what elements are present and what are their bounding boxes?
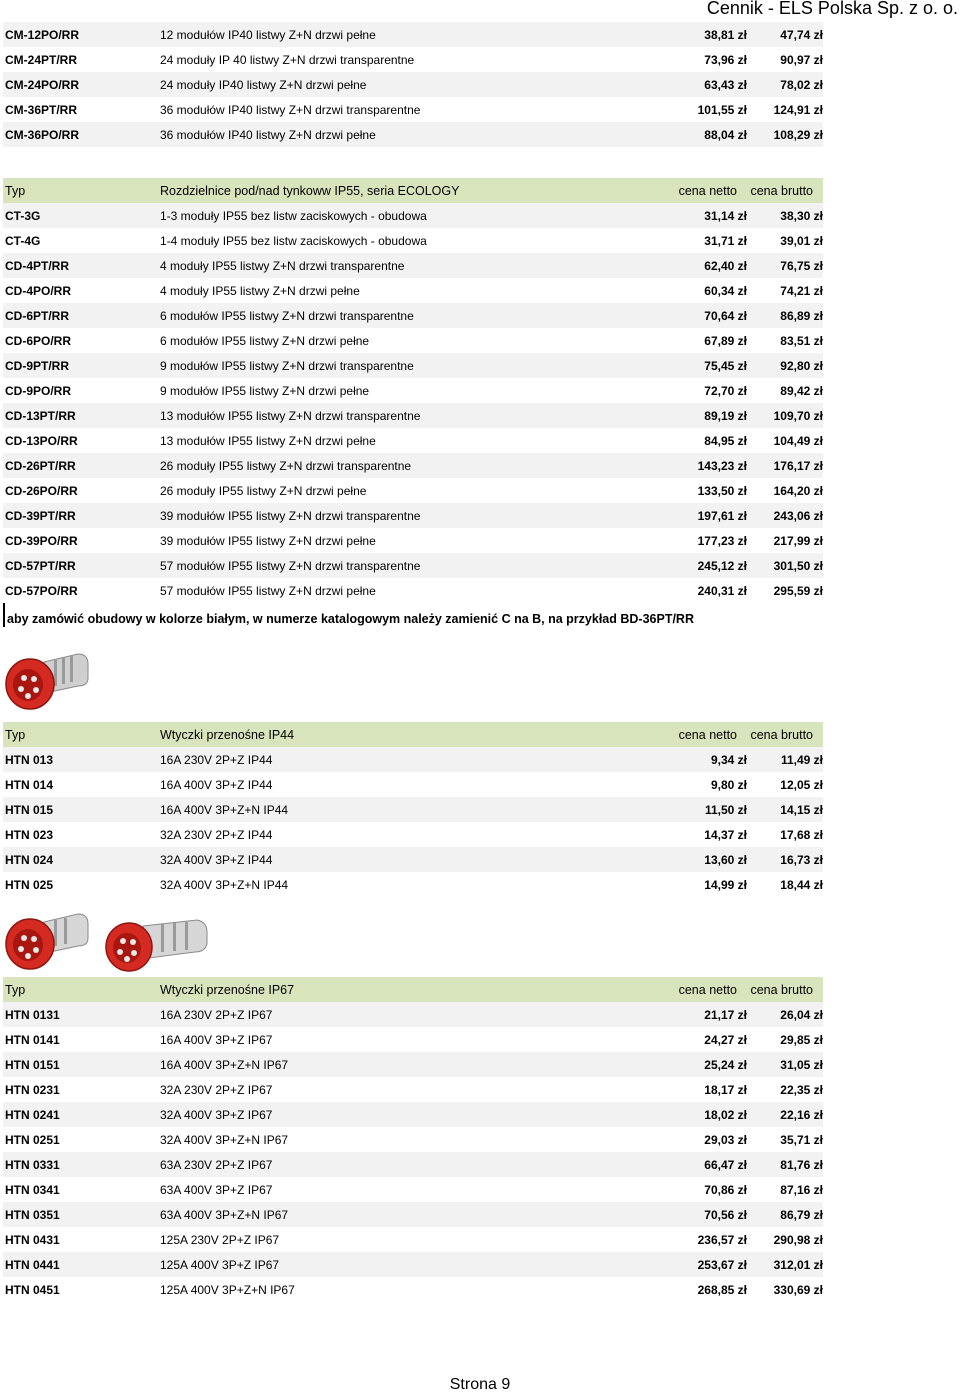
net-price: 18,17 zł	[704, 1083, 747, 1097]
net-price: 253,67 zł	[697, 1258, 747, 1272]
product-code: CD-9PT/RR	[5, 359, 70, 373]
table-row	[3, 353, 823, 378]
table-row	[3, 328, 823, 353]
product-description: 63A 230V 2P+Z IP67	[160, 1158, 273, 1172]
product-description: 63A 400V 3P+Z IP67	[160, 1183, 273, 1197]
net-price: 75,45 zł	[704, 359, 747, 373]
product-code: CM-12PO/RR	[5, 28, 80, 42]
product-description: 57 modułów IP55 listwy Z+N drzwi pełne	[160, 584, 376, 598]
product-description: 24 moduły IP40 listwy Z+N drzwi pełne	[160, 78, 367, 92]
header-net-price: cena netto	[678, 983, 737, 997]
product-description: 26 moduły IP55 listwy Z+N drzwi transparentne	[160, 459, 412, 473]
table-plugs-ip67	[3, 977, 823, 1302]
gross-price: 76,75 zł	[780, 259, 823, 273]
product-code: HTN 0351	[5, 1208, 60, 1222]
gross-price: 312,01 zł	[773, 1258, 823, 1272]
net-price: 70,86 zł	[704, 1183, 747, 1197]
gross-price: 18,44 zł	[780, 878, 823, 892]
gross-price: 74,21 zł	[780, 284, 823, 298]
table-row	[3, 1177, 823, 1202]
product-description: 9 modułów IP55 listwy Z+N drzwi transparentne	[160, 359, 414, 373]
gross-price: 124,91 zł	[773, 103, 823, 117]
header-title: Wtyczki przenośne IP44	[160, 728, 295, 742]
net-price: 101,55 zł	[697, 103, 747, 117]
table-row	[3, 1027, 823, 1052]
product-description: 32A 400V 3P+Z+N IP44	[160, 878, 289, 892]
product-description: 16A 400V 3P+Z+N IP67	[160, 1058, 289, 1072]
table-row	[3, 228, 823, 253]
document-title: Cennik - ELS Polska Sp. z o. o.	[706, 0, 958, 18]
product-description: 32A 400V 3P+Z+N IP67	[160, 1133, 289, 1147]
product-code: HTN 014	[5, 778, 54, 792]
gross-price: 31,05 zł	[780, 1058, 823, 1072]
table-row	[3, 47, 823, 72]
net-price: 133,50 zł	[697, 484, 747, 498]
plug-icon	[106, 920, 207, 971]
product-code: HTN 0241	[5, 1108, 60, 1122]
page-number: Strona 9	[449, 1376, 511, 1393]
product-code: CM-24PT/RR	[5, 53, 78, 67]
gross-price: 92,80 zł	[780, 359, 823, 373]
table-header	[3, 722, 823, 747]
net-price: 24,27 zł	[704, 1033, 747, 1047]
product-description: 32A 230V 2P+Z IP44	[160, 828, 273, 842]
gross-price: 90,97 zł	[780, 53, 823, 67]
net-price: 72,70 zł	[704, 384, 747, 398]
table-row	[3, 403, 823, 428]
product-code: CD-57PT/RR	[5, 559, 76, 573]
net-price: 245,12 zł	[697, 559, 747, 573]
net-price: 67,89 zł	[704, 334, 747, 348]
product-code: CD-39PT/RR	[5, 509, 76, 523]
plug-ip67-image-a	[4, 908, 90, 972]
product-description: 39 modułów IP55 listwy Z+N drzwi pełne	[160, 534, 376, 548]
product-code: HTN 0151	[5, 1058, 60, 1072]
header-type: Typ	[5, 983, 26, 997]
table-row	[3, 847, 823, 872]
product-code: CD-13PT/RR	[5, 409, 76, 423]
gross-price: 11,49 zł	[780, 753, 823, 767]
gross-price: 38,30 zł	[780, 209, 823, 223]
table-row	[3, 303, 823, 328]
table-row	[3, 1227, 823, 1252]
plug-icon	[6, 654, 88, 709]
gross-price: 47,74 zł	[780, 28, 823, 42]
product-code: CD-4PO/RR	[5, 284, 72, 298]
product-code: CD-9PO/RR	[5, 384, 72, 398]
product-code: HTN 024	[5, 853, 54, 867]
gross-price: 301,50 zł	[773, 559, 823, 573]
gross-price: 81,76 zł	[780, 1158, 823, 1172]
gross-price: 39,01 zł	[780, 234, 823, 248]
plug-ip44-image	[4, 648, 90, 712]
table-row	[3, 278, 823, 303]
gross-price: 14,15 zł	[780, 803, 823, 817]
gross-price: 176,17 zł	[773, 459, 823, 473]
header-gross-price: cena brutto	[750, 184, 813, 198]
table-row	[3, 253, 823, 278]
table-row	[3, 578, 823, 603]
table-header	[3, 178, 823, 203]
product-code: CD-26PO/RR	[5, 484, 78, 498]
plug-icon	[6, 914, 88, 969]
table-row	[3, 1252, 823, 1277]
table-plugs-ip44	[3, 722, 823, 897]
product-code: HTN 025	[5, 878, 54, 892]
table-row	[3, 503, 823, 528]
product-description: 125A 230V 2P+Z IP67	[160, 1233, 280, 1247]
gross-price: 17,68 zł	[780, 828, 823, 842]
table-row	[3, 872, 823, 897]
product-description: 12 modułów IP40 listwy Z+N drzwi pełne	[160, 28, 376, 42]
net-price: 197,61 zł	[697, 509, 747, 523]
net-price: 268,85 zł	[697, 1283, 747, 1297]
gross-price: 109,70 zł	[773, 409, 823, 423]
product-code: CD-39PO/RR	[5, 534, 78, 548]
product-code: HTN 0251	[5, 1133, 60, 1147]
table-row	[3, 122, 823, 147]
product-code: HTN 0231	[5, 1083, 60, 1097]
net-price: 177,23 zł	[697, 534, 747, 548]
net-price: 14,37 zł	[704, 828, 747, 842]
table-row	[3, 428, 823, 453]
net-price: 9,80 zł	[710, 778, 747, 792]
product-code: HTN 015	[5, 803, 54, 817]
product-description: 13 modułów IP55 listwy Z+N drzwi pełne	[160, 434, 376, 448]
product-description: 4 moduły IP55 listwy Z+N drzwi pełne	[160, 284, 360, 298]
table-row	[3, 797, 823, 822]
product-description: 4 moduły IP55 listwy Z+N drzwi transparentne	[160, 259, 405, 273]
table-header	[3, 977, 823, 1002]
table-row	[3, 72, 823, 97]
product-description: 16A 400V 3P+Z IP67	[160, 1033, 273, 1047]
product-description: 36 modułów IP40 listwy Z+N drzwi pełne	[160, 128, 376, 142]
gross-price: 87,16 zł	[780, 1183, 823, 1197]
net-price: 18,02 zł	[704, 1108, 747, 1122]
net-price: 73,96 zł	[704, 53, 747, 67]
header-gross-price: cena brutto	[750, 983, 813, 997]
product-code: HTN 013	[5, 753, 54, 767]
product-code: CD-13PO/RR	[5, 434, 78, 448]
net-price: 9,34 zł	[710, 753, 747, 767]
net-price: 62,40 zł	[704, 259, 747, 273]
product-description: 1-3 moduły IP55 bez listw zaciskowych - obudowa	[160, 209, 427, 223]
table-row	[3, 97, 823, 122]
table-row	[3, 553, 823, 578]
product-code: CM-24PO/RR	[5, 78, 80, 92]
gross-price: 243,06 zł	[773, 509, 823, 523]
header-gross-price: cena brutto	[750, 728, 813, 742]
table-row	[3, 1202, 823, 1227]
product-description: 13 modułów IP55 listwy Z+N drzwi transparentne	[160, 409, 421, 423]
gross-price: 86,79 zł	[780, 1208, 823, 1222]
net-price: 31,71 zł	[704, 234, 747, 248]
product-description: 9 modułów IP55 listwy Z+N drzwi pełne	[160, 384, 370, 398]
table-row	[3, 203, 823, 228]
gross-price: 290,98 zł	[773, 1233, 823, 1247]
net-price: 11,50 zł	[704, 803, 747, 817]
net-price: 14,99 zł	[704, 878, 747, 892]
gross-price: 104,49 zł	[773, 434, 823, 448]
product-code: HTN 0431	[5, 1233, 60, 1247]
net-price: 25,24 zł	[704, 1058, 747, 1072]
table-cm-housings	[3, 22, 823, 147]
product-description: 24 moduły IP 40 listwy Z+N drzwi transparentne	[160, 53, 415, 67]
product-description: 6 modułów IP55 listwy Z+N drzwi transparentne	[160, 309, 414, 323]
product-code: CT-3G	[5, 209, 41, 223]
product-description: 57 modułów IP55 listwy Z+N drzwi transparentne	[160, 559, 421, 573]
table-row	[3, 1002, 823, 1027]
table-row	[3, 378, 823, 403]
gross-price: 16,73 zł	[780, 853, 823, 867]
net-price: 70,56 zł	[704, 1208, 747, 1222]
table-row	[3, 747, 823, 772]
product-code: HTN 0131	[5, 1008, 60, 1022]
net-price: 143,23 zł	[697, 459, 747, 473]
net-price: 13,60 zł	[704, 853, 747, 867]
gross-price: 29,85 zł	[780, 1033, 823, 1047]
gross-price: 330,69 zł	[773, 1283, 823, 1297]
product-description: 16A 400V 3P+Z+N IP44	[160, 803, 289, 817]
gross-price: 26,04 zł	[780, 1008, 823, 1022]
table-row	[3, 1127, 823, 1152]
product-code: HTN 0441	[5, 1258, 60, 1272]
table-row	[3, 453, 823, 478]
gross-price: 295,59 zł	[773, 584, 823, 598]
product-code: HTN 0331	[5, 1158, 60, 1172]
table-row	[3, 1077, 823, 1102]
product-code: CM-36PO/RR	[5, 128, 80, 142]
header-net-price: cena netto	[678, 728, 737, 742]
header-title: Rozdzielnice pod/nad tynkoww IP55, seria ECOLOGY	[160, 184, 460, 198]
net-price: 236,57 zł	[697, 1233, 747, 1247]
net-price: 60,34 zł	[704, 284, 747, 298]
gross-price: 22,16 zł	[780, 1108, 823, 1122]
net-price: 63,43 zł	[704, 78, 747, 92]
gross-price: 89,42 zł	[780, 384, 823, 398]
product-code: CD-57PO/RR	[5, 584, 78, 598]
table-row	[3, 1052, 823, 1077]
gross-price: 217,99 zł	[773, 534, 823, 548]
table-row	[3, 528, 823, 553]
product-code: HTN 0341	[5, 1183, 60, 1197]
product-description: 125A 400V 3P+Z+N IP67	[160, 1283, 295, 1297]
table-row	[3, 1102, 823, 1127]
table-row	[3, 22, 823, 47]
net-price: 38,81 zł	[704, 28, 747, 42]
net-price: 70,64 zł	[704, 309, 747, 323]
net-price: 66,47 zł	[704, 1158, 747, 1172]
table-row	[3, 478, 823, 503]
net-price: 240,31 zł	[697, 584, 747, 598]
product-code: HTN 0451	[5, 1283, 60, 1297]
net-price: 84,95 zł	[704, 434, 747, 448]
header-net-price: cena netto	[678, 184, 737, 198]
product-code: CT-4G	[5, 234, 41, 248]
net-price: 21,17 zł	[704, 1008, 747, 1022]
product-description: 32A 400V 3P+Z IP67	[160, 1108, 273, 1122]
product-description: 26 moduły IP55 listwy Z+N drzwi pełne	[160, 484, 367, 498]
product-description: 32A 230V 2P+Z IP67	[160, 1083, 273, 1097]
product-code: HTN 0141	[5, 1033, 60, 1047]
product-description: 39 modułów IP55 listwy Z+N drzwi transparentne	[160, 509, 421, 523]
gross-price: 78,02 zł	[780, 78, 823, 92]
gross-price: 12,05 zł	[780, 778, 823, 792]
product-code: CD-26PT/RR	[5, 459, 76, 473]
product-description: 32A 400V 3P+Z IP44	[160, 853, 273, 867]
product-description: 6 modułów IP55 listwy Z+N drzwi pełne	[160, 334, 370, 348]
gross-price: 86,89 zł	[780, 309, 823, 323]
product-description: 16A 400V 3P+Z IP44	[160, 778, 273, 792]
net-price: 88,04 zł	[704, 128, 747, 142]
product-description: 16A 230V 2P+Z IP67	[160, 1008, 273, 1022]
gross-price: 108,29 zł	[773, 128, 823, 142]
table-row	[3, 1277, 823, 1302]
product-code: CD-6PT/RR	[5, 309, 70, 323]
gross-price: 164,20 zł	[773, 484, 823, 498]
product-code: CD-6PO/RR	[5, 334, 72, 348]
header-title: Wtyczki przenośne IP67	[160, 983, 295, 997]
product-description: 63A 400V 3P+Z+N IP67	[160, 1208, 289, 1222]
gross-price: 83,51 zł	[780, 334, 823, 348]
product-code: CM-36PT/RR	[5, 103, 78, 117]
net-price: 29,03 zł	[704, 1133, 747, 1147]
net-price: 89,19 zł	[704, 409, 747, 423]
net-price: 31,14 zł	[704, 209, 747, 223]
table-row	[3, 1152, 823, 1177]
plug-ip67-image-b	[103, 914, 209, 974]
product-description: 16A 230V 2P+Z IP44	[160, 753, 273, 767]
table-ecology-housings	[3, 178, 823, 603]
product-code: HTN 023	[5, 828, 54, 842]
header-type: Typ	[5, 728, 26, 742]
product-description: 125A 400V 3P+Z IP67	[160, 1258, 280, 1272]
gross-price: 22,35 zł	[780, 1083, 823, 1097]
table-row	[3, 822, 823, 847]
table-row	[3, 772, 823, 797]
product-description: 1-4 moduły IP55 bez listw zaciskowych - obudowa	[160, 234, 427, 248]
product-description: 36 modułów IP40 listwy Z+N drzwi transparentne	[160, 103, 421, 117]
product-code: CD-4PT/RR	[5, 259, 70, 273]
gross-price: 35,71 zł	[780, 1133, 823, 1147]
header-type: Typ	[5, 184, 26, 198]
ordering-note: aby zamówić obudowy w kolorze białym, w numerze katalogowym należy zamienić C na B, na przykład BD-36PT/RR	[3, 603, 805, 627]
